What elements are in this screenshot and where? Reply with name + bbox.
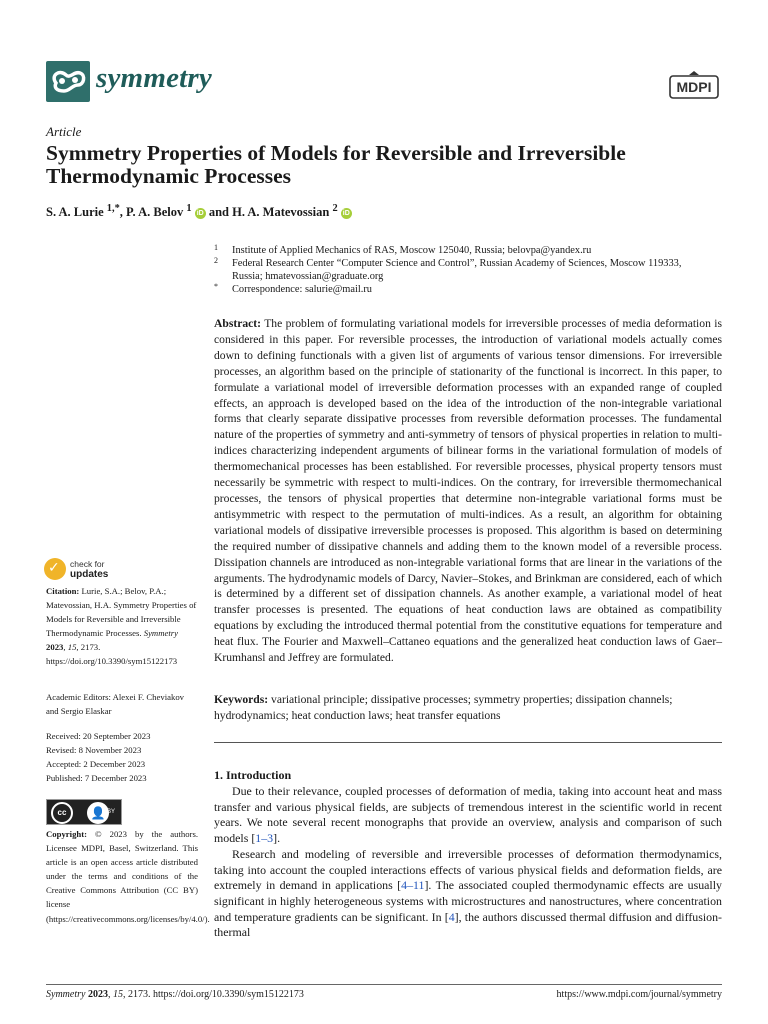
date-received: Received: 20 September 2023 <box>46 731 151 741</box>
by-label: BY <box>107 809 116 815</box>
abstract-text: The problem of formulating variational models for irreversible processes of media deformation is considered in this paper. For reversible processes, the introduction of variational models actually comes down to defining functionals with a given list of arguments of various tensor dimensions. For irreversible processes, an algorithm based on the principle of stationarity of the functional is incorrect. In this paper, to formulate a variational model of irreversible deformation processes with an expanded range of coupled effects, an approach is developed based on the idea of the introduction of the non-integrable variational forms that clearly separate dissipative processes from reversible deformation processes. The fundamental nature of the properties of symmetry and anti-symmetry of tensors of physical properties in relation to multi-indices characterizing independent arguments of bilinear forms in the variational formulation of models of thermomechanical processes has been established. For reversible processes, physical property tensors must necessarily be symmetric with respect to multi-indices. On the contrary, for irreversible thermomechanical processes, the tensors of physical properties that determine non-integrable variational forms must be antisymmetric with respect to the permutation of multi-indices. As a result, an algorithm for obtaining variational models of dissipative irreversible processes is proposed. This algorithm is based on determining the required number of dissipative channels and adding them to the known model of a reversible process. Dissipation channels are introduced as non-integrable variational forms that are linear in the variations of the arguments. The hydrodynamic models of Darcy, Navier–Stokes, and Brinkman are considered, each of which is determined by a different set of dissipation channels. As another example, a variational model of heat transfer processes is presented. The equations of heat conduction laws are obtained as compatibility equations by excluding the introduced thermal potential from the constitutive equations for temperature and heat flux. The Fourier and Maxwell–Cattaneo equations and the generalized heat conduction laws of Gaer–Krumhansl and Jeffrey are formulated. <box>214 317 722 665</box>
paragraph: Due to their relevance, coupled processes of deformation of media, taking into account heat and mass transfer and various physical fields, are subjects of tremendous interest in the scientific world in recent years. We note several recent monographs that provide an overview, analysis and comparison of such models [1–3]. <box>214 784 722 846</box>
paragraph: Research and modeling of reversible and irreversible processes of deformation thermodynamics, taking into account the coupled interactions effects of various physical fields and deformation fields, are extremely in demand in applications [4–11]. The associated coupled thermodynamic effects are usually significant in highly heterogeneous systems with microstructures and nanostructures, where concentration and temperature gradients can be significant. In [4], the authors discussed thermal diffusion and diffusion-thermal <box>214 846 722 940</box>
publisher-name: MDPI <box>676 79 712 95</box>
keywords-label: Keywords: <box>214 693 269 706</box>
author-name: P. A. Belov <box>126 205 184 220</box>
date-published: Published: 7 December 2023 <box>46 773 147 783</box>
cc-icon: cc <box>51 802 73 824</box>
footer-citation: Symmetry 2023, 15, 2173. https://doi.org/10.3390/sym15122173 <box>46 989 304 1000</box>
author-list: S. A. Lurie $^{1,*}$, P. A. Belov $^1$ iD and H. A. Matevossian $^2$ iD <box>46 203 350 220</box>
affiliation-item: * Correspondence: salurie@mail.ru <box>214 282 372 295</box>
academic-editors: Academic Editors: Alexei F. Cheviakov and Sergio Elaskar <box>46 692 185 716</box>
affiliation-item: 2 Federal Research Center “Computer Science and Control”, Russian Academy of Sciences, Moscow 119333, Russia; hmatevossian@graduate.org <box>214 256 682 282</box>
section-divider <box>214 742 722 743</box>
abstract-label: Abstract: <box>214 317 262 330</box>
journal-name: symmetry <box>96 62 212 94</box>
citation-link[interactable]: 4 <box>448 909 455 924</box>
author-name: S. A. Lurie <box>46 205 104 220</box>
journal-logo-icon <box>46 61 90 102</box>
date-revised: Revised: 8 November 2023 <box>46 745 142 755</box>
date-accepted: Accepted: 2 December 2023 <box>46 759 146 769</box>
affiliation-item: 1 Institute of Applied Mechanics of RAS, Moscow 125040, Russia; belovpa@yandex.ru <box>214 243 592 256</box>
affiliations <box>214 244 714 296</box>
abstract <box>214 316 722 666</box>
check-for-updates-button[interactable]: ✓ check for updates <box>44 558 154 582</box>
person-icon: 👤 <box>87 802 109 824</box>
author-affiliation: 2 <box>332 203 338 214</box>
intro-body <box>214 784 722 941</box>
article-type: Article <box>46 124 82 139</box>
section-heading: 1. Introduction <box>214 768 292 782</box>
citation-link[interactable]: 4–11 <box>401 878 425 893</box>
orcid-icon[interactable]: iD <box>342 210 350 218</box>
keywords <box>214 692 722 724</box>
keywords-text: variational principle; dissipative processes; symmetry properties; dissipation channels; hydrodynamics; heat conduction laws; heat transfer equations <box>214 693 673 722</box>
checkmark-icon: ✓ <box>48 560 60 576</box>
author-name: H. A. Matevossian <box>232 205 330 220</box>
page-title: Symmetry Properties of Models for Reversible and Irreversible Thermodynamic Processes <box>46 141 626 188</box>
citation-link[interactable]: 1–3 <box>255 831 274 846</box>
publisher-logo-icon <box>668 70 720 100</box>
orcid-icon[interactable]: iD <box>196 210 204 218</box>
author-affiliation: 1 <box>186 203 192 214</box>
publication-dates <box>46 729 198 785</box>
footer-journal-link[interactable]: https://www.mdpi.com/journal/symmetry <box>556 989 722 1000</box>
citation-block: Citation: Lurie, S.A.; Belov, P.A.; Matevossian, H.A. Symmetry Properties of Models for Reversible and Irreversible Thermodynamic Processes. Symmetry 2023, 15, 2173. https://doi.org/10.3390/sym15122173 <box>46 586 197 666</box>
cc-license-badge[interactable] <box>46 799 122 825</box>
copyright-notice: Copyright: © 2023 by the authors. Licensee MDPI, Basel, Switzerland. This article is an open access article distributed under the terms and conditions of the Creative Commons Attribution (CC BY) license (https://creativecommons.org/licenses/by/4.0/). <box>46 829 210 924</box>
author-conjunction: and <box>208 205 229 220</box>
author-affiliation: 1,* <box>106 203 120 214</box>
footer-divider <box>46 984 722 985</box>
